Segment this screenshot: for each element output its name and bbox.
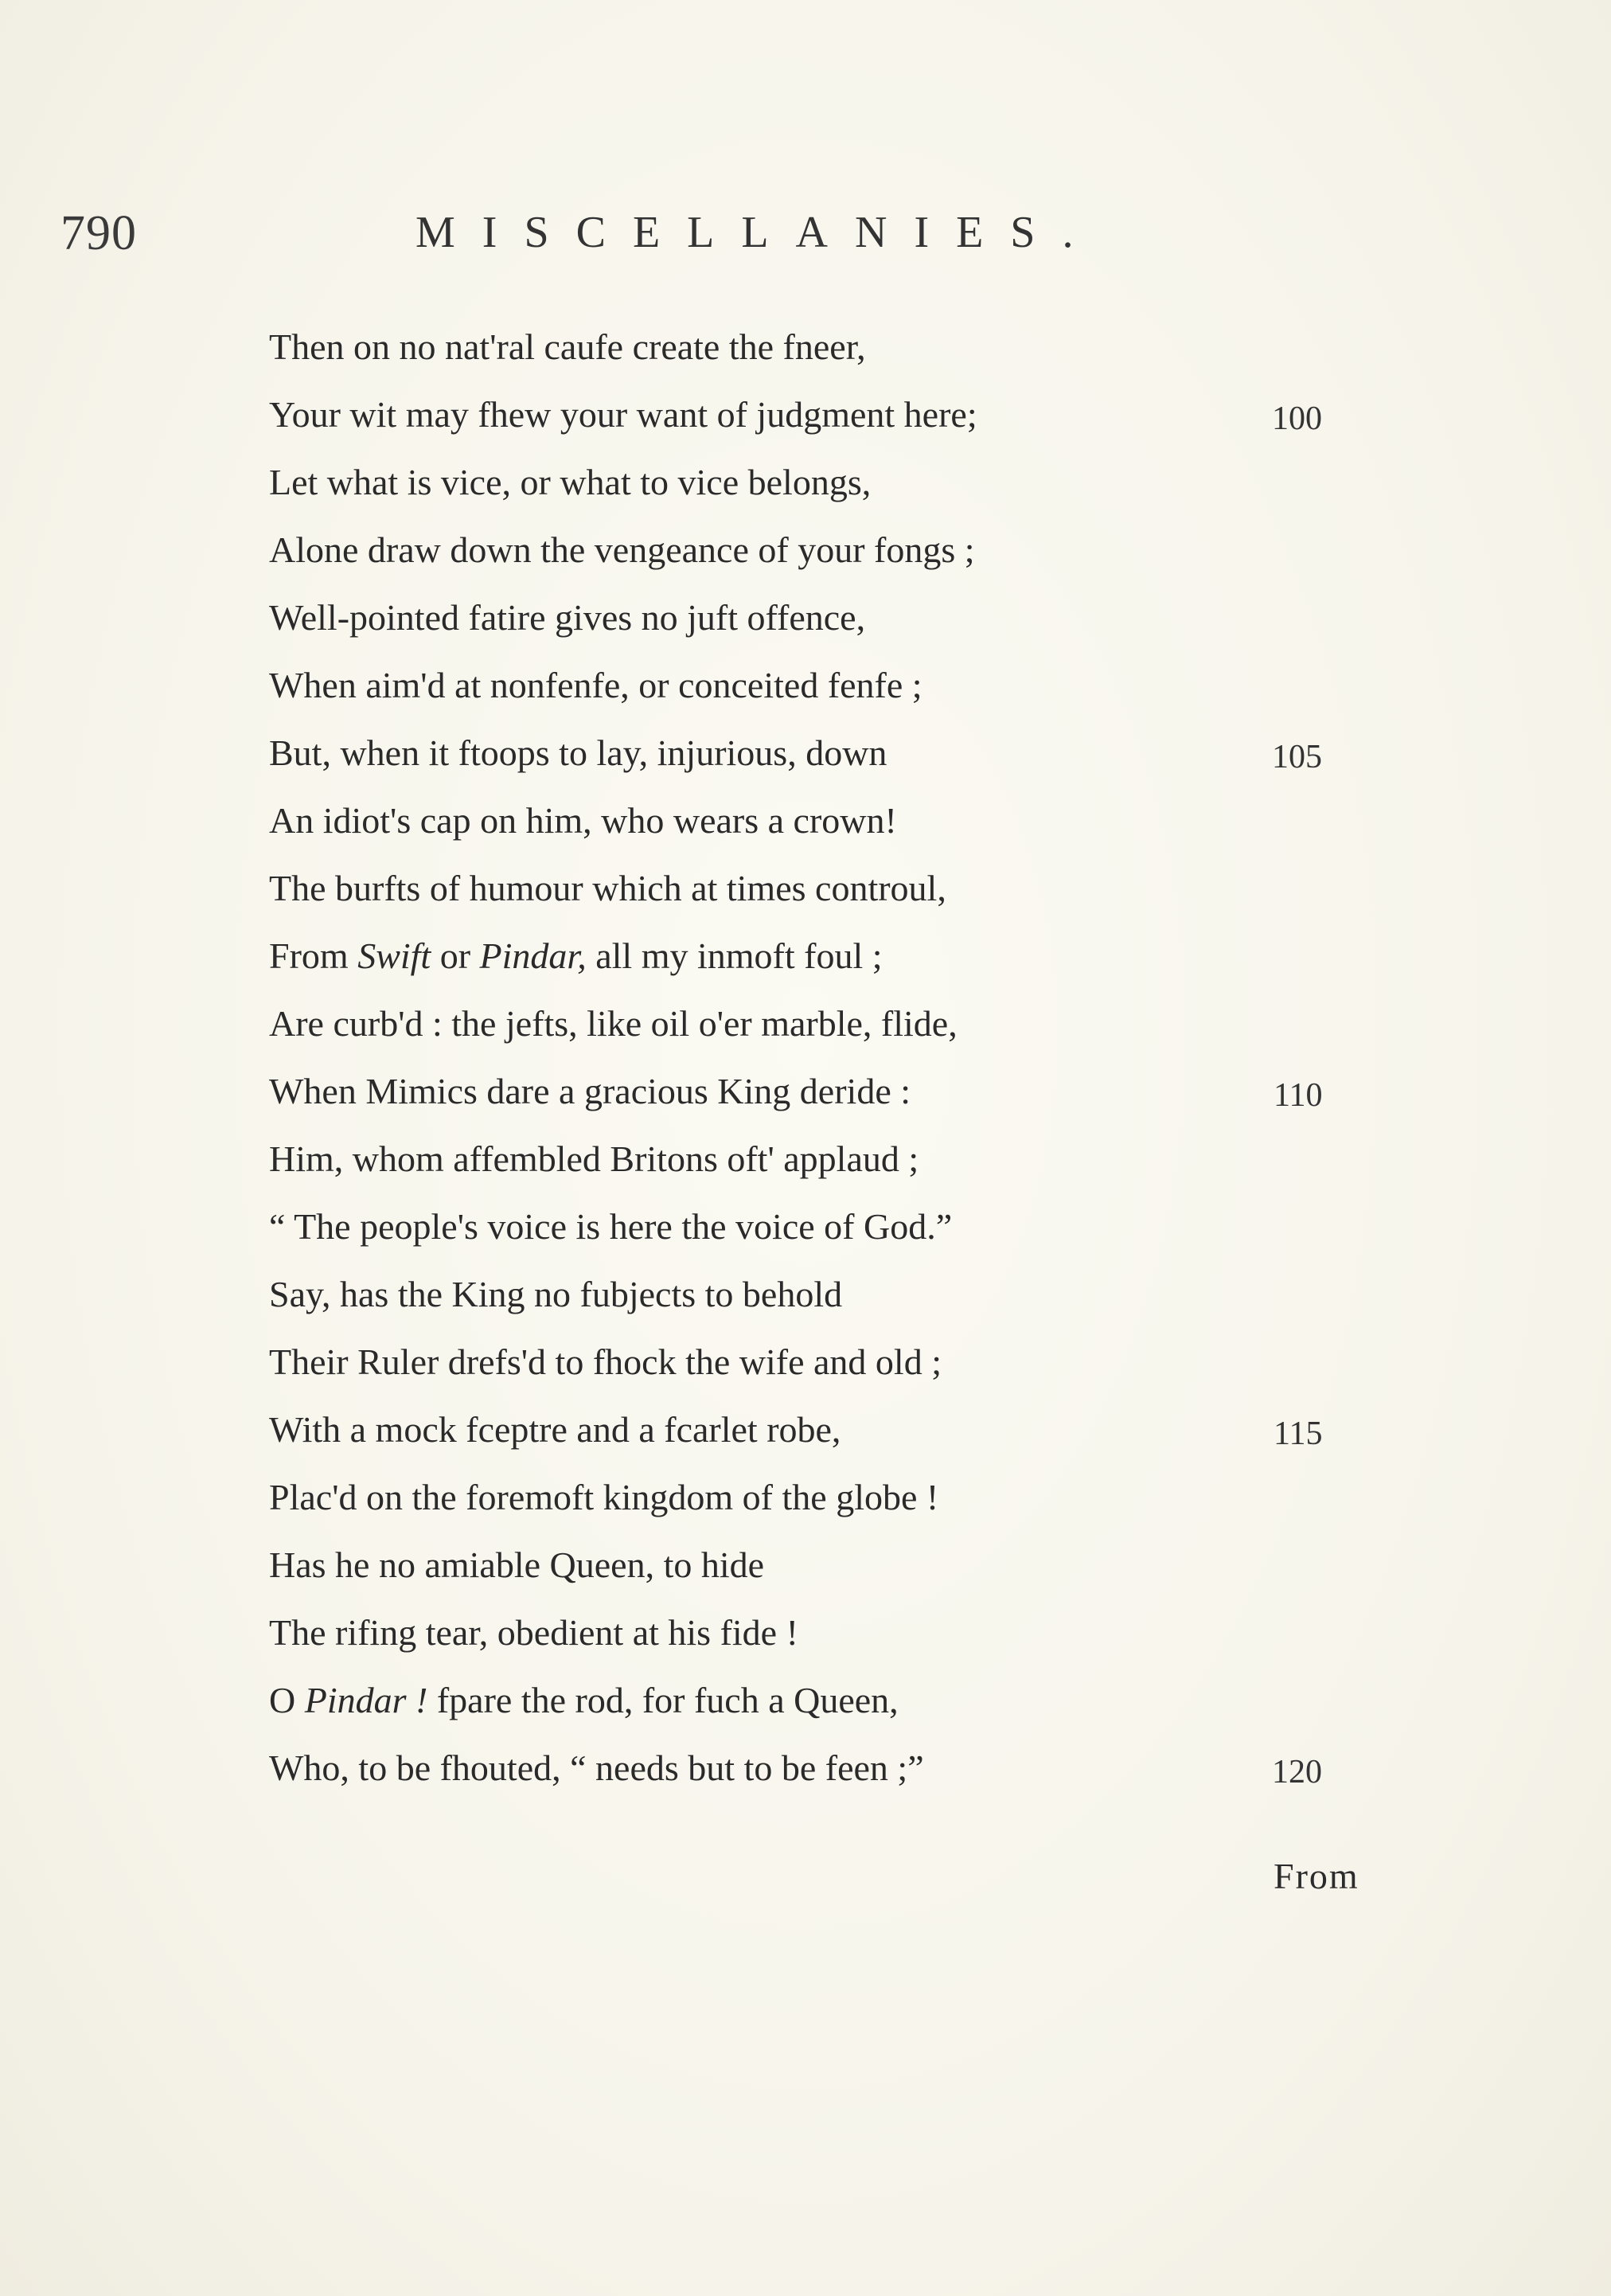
- verse-line: Say, has the King no fubjects to behold: [269, 1274, 843, 1314]
- page-number: 790: [60, 206, 137, 260]
- verse-line: Their Ruler drefs'd to fhock the wife and old ;: [269, 1341, 942, 1382]
- line-number: 105: [1272, 739, 1322, 775]
- verse-line: Plac'd on the foremoft kingdom of the globe !: [269, 1477, 939, 1517]
- verse-text: all my inmoft foul ;: [586, 935, 883, 976]
- verse-line: [269, 934, 883, 978]
- verse-line: An idiot's cap on him, who wears a crown!: [269, 800, 897, 841]
- verse-text: O: [269, 1680, 305, 1720]
- verse-line: “ The people's voice is here the voice of God.”: [269, 1206, 953, 1247]
- running-head: MISCELLANIES.: [415, 208, 1101, 257]
- verse-line: Are curb'd : the jefts, like oil o'er marble, flide,: [269, 1003, 958, 1044]
- verse-line: Let what is vice, or what to vice belongs,: [269, 462, 872, 502]
- verse-text: From: [269, 935, 358, 976]
- italic-name: Swift: [357, 935, 431, 976]
- italic-name: Pindar !: [304, 1680, 428, 1720]
- verse-text: or: [431, 935, 480, 976]
- line-number: 120: [1272, 1754, 1322, 1790]
- italic-name: Pindar,: [479, 935, 587, 976]
- line-number: 100: [1272, 400, 1322, 437]
- verse-line: Then on no nat'ral caufe create the fneer,: [269, 326, 866, 367]
- verse-line: [269, 1678, 899, 1723]
- verse-line: When aim'd at nonfenfe, or conceited fenfe ;: [269, 665, 923, 705]
- verse-line: When Mimics dare a gracious King deride :: [269, 1071, 911, 1111]
- verse-line: The burfts of humour which at times controul,: [269, 868, 946, 908]
- verse-line: Who, to be fhouted, “ needs but to be feen ;”: [269, 1747, 924, 1788]
- line-number: 115: [1274, 1415, 1323, 1452]
- verse-line: Your wit may fhew your want of judgment here;: [269, 394, 977, 435]
- line-number: 110: [1274, 1077, 1323, 1114]
- verse-text: fpare the rod, for fuch a Queen,: [427, 1680, 899, 1720]
- verse-line: Alone draw down the vengeance of your fongs ;: [269, 529, 975, 570]
- verse-line: Well-pointed fatire gives no juft offence,: [269, 597, 866, 638]
- verse-line: The rifing tear, obedient at his fide !: [269, 1612, 798, 1653]
- verse-line: Has he no amiable Queen, to hide: [269, 1544, 765, 1585]
- verse-line: Him, whom affembled Britons oft' applaud ;: [269, 1138, 919, 1179]
- verse-line: With a mock fceptre and a fcarlet robe,: [269, 1409, 841, 1450]
- verse-line: But, when it ftoops to lay, injurious, down: [269, 732, 887, 773]
- catchword: From: [1274, 1856, 1359, 1896]
